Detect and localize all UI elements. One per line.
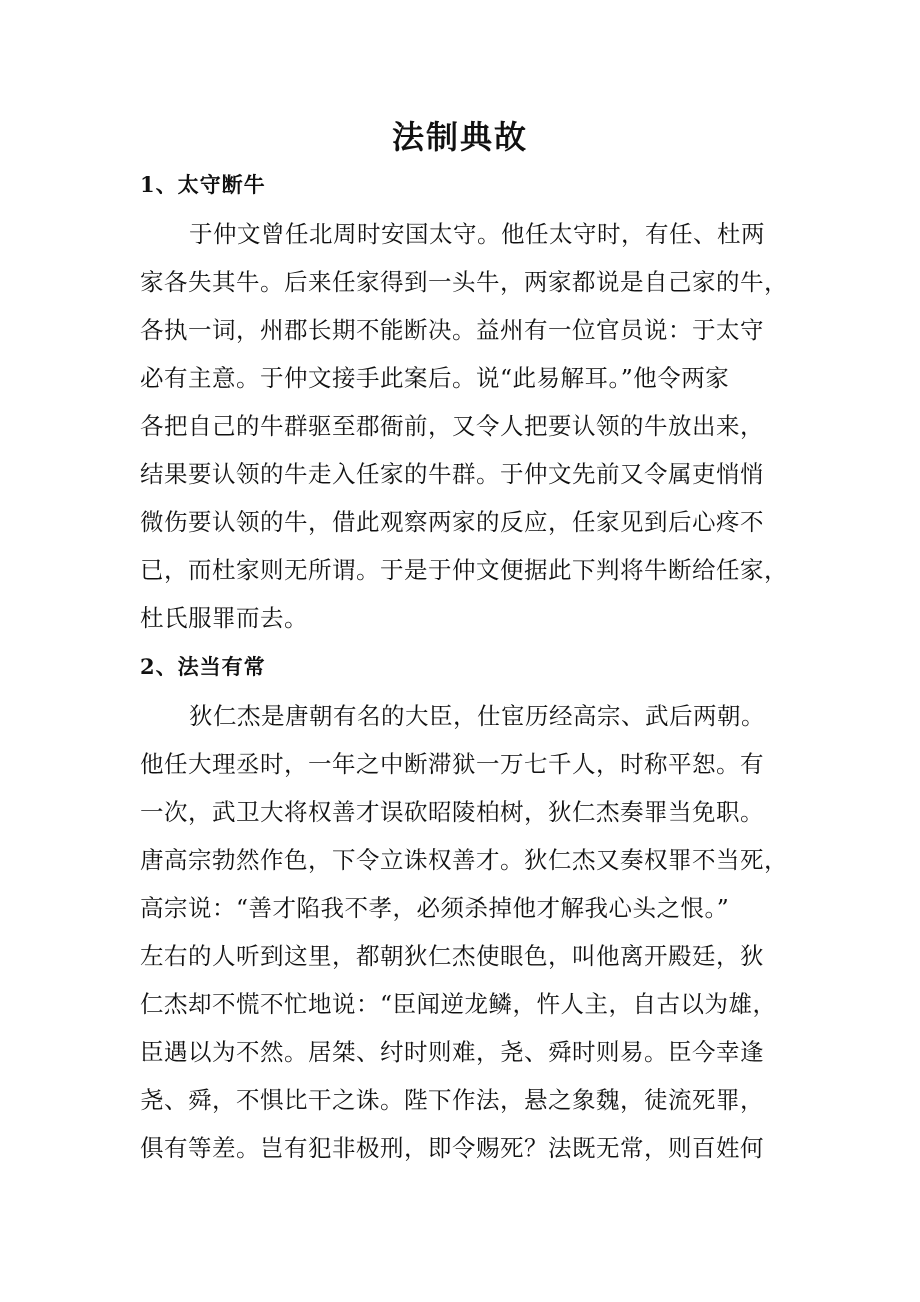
body-line: 仁杰却不慌不忙地说：“臣闻逆龙鳞，忤人主，自古以为雄， [140,990,777,1018]
body-line: 杜氏服罪而去。 [140,604,308,632]
body-line: 唐高宗勃然作色，下令立诛权善才。狄仁杰又奏权罪不当死， [140,846,788,874]
body-line: 已，而杜家则无所谓。于是于仲文便据此下判将牛断给任家， [140,556,788,584]
body-line: 狄仁杰是唐朝有名的大臣，仕宦历经高宗、武后两朝。 [189,702,765,730]
body-line: 微伤要认领的牛，借此观察两家的反应，任家见到后心疼不 [140,508,764,536]
body-line: 一次，武卫大将权善才误砍昭陵柏树，狄仁杰奏罪当免职。 [140,798,764,826]
body-line: 于仲文曾任北周时安国太守。他任太守时，有任、杜两 [189,220,765,248]
body-line: 左右的人听到这里，都朝狄仁杰使眼色，叫他离开殿廷，狄 [140,942,764,970]
body-line: 各把自己的牛群驱至郡衙前，又令人把要认领的牛放出来， [140,412,764,440]
section-2-heading: 2、法当有常 [140,654,266,679]
page-title: 法制典故 [391,118,528,156]
body-line: 结果要认领的牛走入任家的牛群。于仲文先前又令属吏悄悄 [140,460,764,488]
section-2-body [140,692,788,1172]
body-line: 必有主意。于仲文接手此案后。说“此易解耳。”他令两家 [140,364,730,392]
body-line: 臣遇以为不然。居桀、纣时则难，尧、舜时则易。臣今幸逢 [140,1038,764,1066]
body-line: 他任大理丞时，一年之中断滞狱一万七千人，时称平恕。有 [140,750,764,778]
section-1-body [140,210,788,642]
body-line: 高宗说：“善才陷我不孝，必须杀掉他才解我心头之恨。” [140,894,730,922]
body-line: 尧、舜，不惧比干之诛。陛下作法，悬之象魏，徒流死罪， [140,1086,764,1114]
body-line: 俱有等差。岂有犯非极刑，即令赐死？法既无常，则百姓何 [140,1134,764,1162]
section-1-heading: 1、太守断牛 [140,172,266,197]
body-line: 家各失其牛。后来任家得到一头牛，两家都说是自己家的牛， [140,268,788,296]
body-line: 各执一词，州郡长期不能断决。益州有一位官员说：于太守 [140,316,764,344]
